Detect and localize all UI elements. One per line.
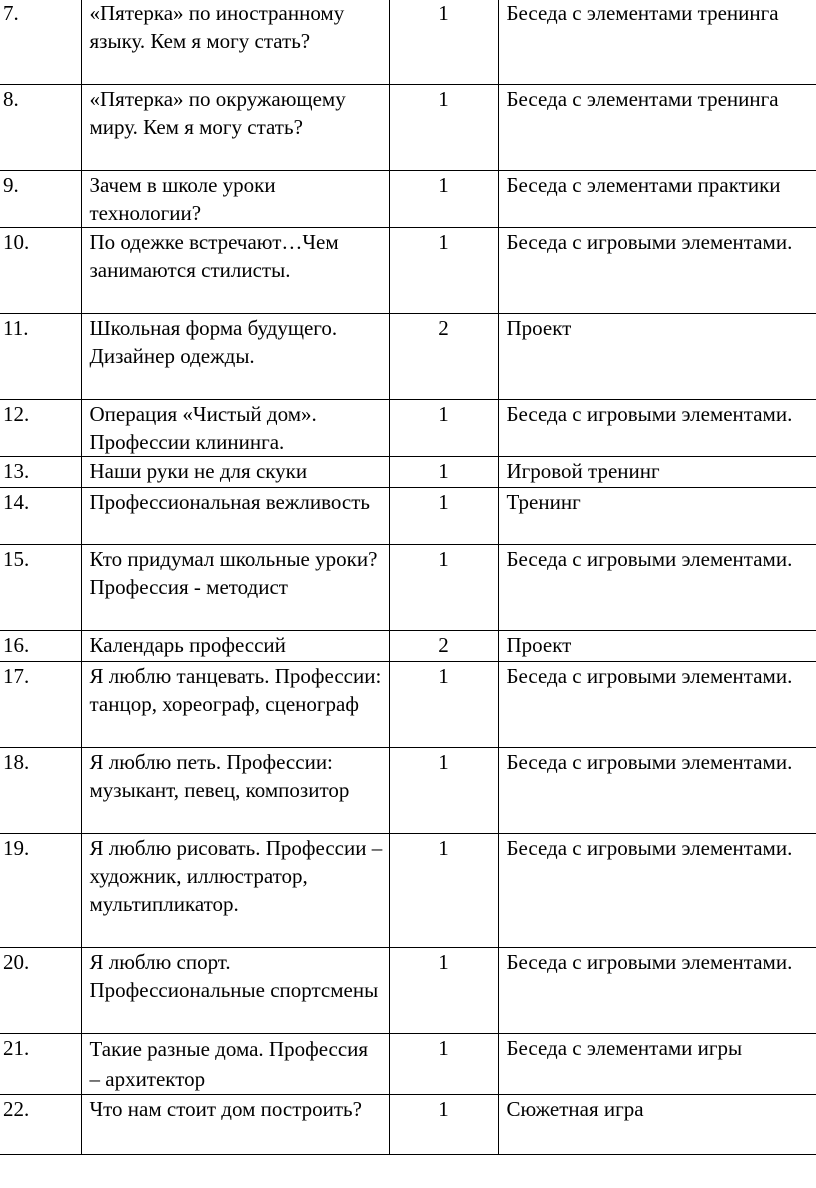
lesson-hours: 1	[389, 748, 498, 834]
lesson-topic: Календарь профессий	[81, 631, 389, 662]
row-number: 17.	[0, 662, 81, 748]
lesson-form: Беседа с элементами практики	[498, 171, 816, 228]
lesson-hours: 1	[389, 488, 498, 545]
table-row	[0, 0, 816, 85]
table-row	[0, 171, 816, 228]
lesson-topic: Такие разные дома. Профессия – архитектор	[81, 1034, 389, 1095]
lesson-topic: Я люблю рисовать. Профессии – художник, иллюстратор, мультипликатор.	[81, 834, 389, 948]
table-row	[0, 314, 816, 400]
lesson-form: Проект	[498, 631, 816, 662]
lesson-form: Сюжетная игра	[498, 1095, 816, 1155]
lesson-form: Тренинг	[498, 488, 816, 545]
lesson-hours: 1	[389, 545, 498, 631]
lesson-hours: 2	[389, 631, 498, 662]
lesson-hours: 1	[389, 834, 498, 948]
lesson-topic: Кто придумал школьные уроки? Профессия - методист	[81, 545, 389, 631]
table-row	[0, 488, 816, 545]
lesson-topic: Я люблю спорт. Профессиональные спортсмены	[81, 948, 389, 1034]
table-row	[0, 228, 816, 314]
lesson-hours: 1	[389, 228, 498, 314]
lesson-form: Беседа с игровыми элементами.	[498, 948, 816, 1034]
lesson-form: Беседа с игровыми элементами.	[498, 228, 816, 314]
lesson-hours: 1	[389, 662, 498, 748]
lesson-form: Игровой тренинг	[498, 457, 816, 488]
row-number: 20.	[0, 948, 81, 1034]
lesson-topic: Профессиональная вежливость	[81, 488, 389, 545]
row-number: 11.	[0, 314, 81, 400]
lesson-form: Беседа с элементами игры	[498, 1034, 816, 1095]
row-number: 13.	[0, 457, 81, 488]
row-number: 8.	[0, 85, 81, 171]
lesson-form: Беседа с игровыми элементами.	[498, 748, 816, 834]
table-row	[0, 457, 816, 488]
lesson-topic: Я люблю танцевать. Профессии: танцор, хореограф, сценограф	[81, 662, 389, 748]
row-number: 14.	[0, 488, 81, 545]
lesson-hours: 1	[389, 0, 498, 85]
row-number: 12.	[0, 400, 81, 457]
lesson-hours: 1	[389, 400, 498, 457]
row-number: 7.	[0, 0, 81, 85]
lesson-hours: 1	[389, 948, 498, 1034]
lesson-hours: 1	[389, 1034, 498, 1095]
lesson-topic: Зачем в школе уроки технологии?	[81, 171, 389, 228]
lesson-topic: «Пятерка» по иностранному языку. Кем я могу стать?	[81, 0, 389, 85]
row-number: 21.	[0, 1034, 81, 1095]
table-row	[0, 1034, 816, 1095]
lesson-form: Беседа с элементами тренинга	[498, 0, 816, 85]
table-row	[0, 545, 816, 631]
lesson-topic: Наши руки не для скуки	[81, 457, 389, 488]
row-number: 19.	[0, 834, 81, 948]
lesson-form: Проект	[498, 314, 816, 400]
table-row	[0, 400, 816, 457]
table-row	[0, 631, 816, 662]
lesson-form: Беседа с игровыми элементами.	[498, 400, 816, 457]
table-row	[0, 748, 816, 834]
table-row	[0, 948, 816, 1034]
table-row	[0, 662, 816, 748]
lesson-hours: 1	[389, 171, 498, 228]
lesson-topic: «Пятерка» по окружающему миру. Кем я могу стать?	[81, 85, 389, 171]
lesson-topic: Что нам стоит дом построить?	[81, 1095, 389, 1155]
row-number: 18.	[0, 748, 81, 834]
lesson-hours: 2	[389, 314, 498, 400]
lesson-form: Беседа с игровыми элементами.	[498, 545, 816, 631]
row-number: 10.	[0, 228, 81, 314]
table-row	[0, 85, 816, 171]
lesson-form: Беседа с элементами тренинга	[498, 85, 816, 171]
row-number: 22.	[0, 1095, 81, 1155]
lesson-form: Беседа с игровыми элементами.	[498, 834, 816, 948]
table-row	[0, 1095, 816, 1155]
lesson-form: Беседа с игровыми элементами.	[498, 662, 816, 748]
row-number: 16.	[0, 631, 81, 662]
row-number: 15.	[0, 545, 81, 631]
row-number: 9.	[0, 171, 81, 228]
lesson-hours: 1	[389, 1095, 498, 1155]
lesson-topic: По одежке встречают…Чем занимаются стилисты.	[81, 228, 389, 314]
lesson-topic: Операция «Чистый дом». Профессии клининга.	[81, 400, 389, 457]
lesson-topic: Школьная форма будущего. Дизайнер одежды.	[81, 314, 389, 400]
lesson-hours: 1	[389, 85, 498, 171]
lesson-topic: Я люблю петь. Профессии: музыкант, певец, композитор	[81, 748, 389, 834]
lesson-hours: 1	[389, 457, 498, 488]
table-row	[0, 834, 816, 948]
